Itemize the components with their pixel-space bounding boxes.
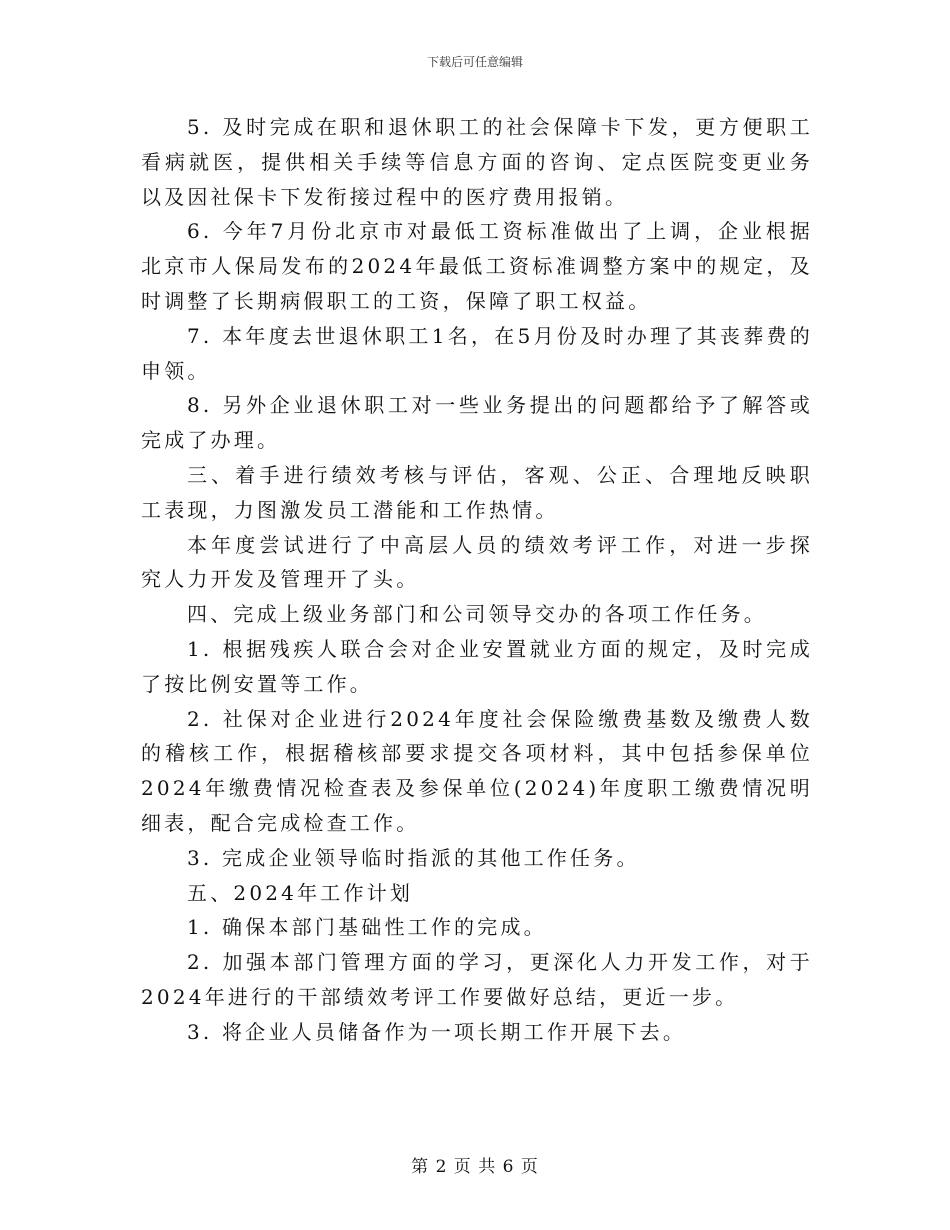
paragraph: 3. 完成企业领导临时指派的其他工作任务。 [187,845,640,870]
paragraph: 本年度尝试进行了中高层人员的绩效考评工作，对进一步探究人力开发及管理开了头。 [141,532,813,592]
paragraph: 3. 将企业人员储备作为一项长期工作开展下去。 [187,1019,687,1044]
paragraph: 5. 及时完成在职和退休职工的社会保障卡下发，更方便职工看病就医，提供相关手续等信息方面的咨询、定点医院变更业务以及因社保卡下发衔接过程中的医疗费用报销。 [141,115,813,209]
section-heading: 三、着手进行绩效考核与评估，客观、公正、合理地反映职工表现，力图激发员工潜能和工作热情。 [141,462,813,522]
paragraph: 6. 今年7月份北京市对最低工资标准做出了上调，企业根据北京市人保局发布的2024年最低工资标准调整方案中的规定，及时调整了长期病假职工的工资，保障了职工权益。 [141,219,813,313]
paragraph: 2. 社保对企业进行2024年度社会保险缴费基数及缴费人数的稽核工作，根据稽核部要求提交各项材料，其中包括参保单位2024年缴费情况检查表及参保单位(2024)年度职工缴费情况明细表，配合完成检查工作。 [141,706,813,835]
paragraph: 7. 本年度去世退休职工1名，在5月份及时办理了其丧葬费的申领。 [141,323,813,383]
paragraph: 1. 根据残疾人联合会对企业安置就业方面的规定，及时完成了按比例安置等工作。 [141,636,813,696]
paragraph: 1. 确保本部门基础性工作的完成。 [187,915,547,940]
paragraph: 8. 另外企业退休职工对一些业务提出的问题都给予了解答或完成了办理。 [141,393,813,453]
paragraph: 2. 加强本部门管理方面的学习，更深化人力开发工作，对于2024年进行的干部绩效考评工作要做好总结，更近一步。 [141,950,813,1009]
page-header: 下载后可任意编辑 [426,55,523,69]
document-body [141,110,813,1050]
section-heading: 四、完成上级业务部门和公司领导交办的各项工作任务。 [187,602,767,627]
section-heading: 五、2024年工作计划 [187,880,414,905]
page-number-footer: 第 2 页 共 6 页 [411,1157,539,1177]
